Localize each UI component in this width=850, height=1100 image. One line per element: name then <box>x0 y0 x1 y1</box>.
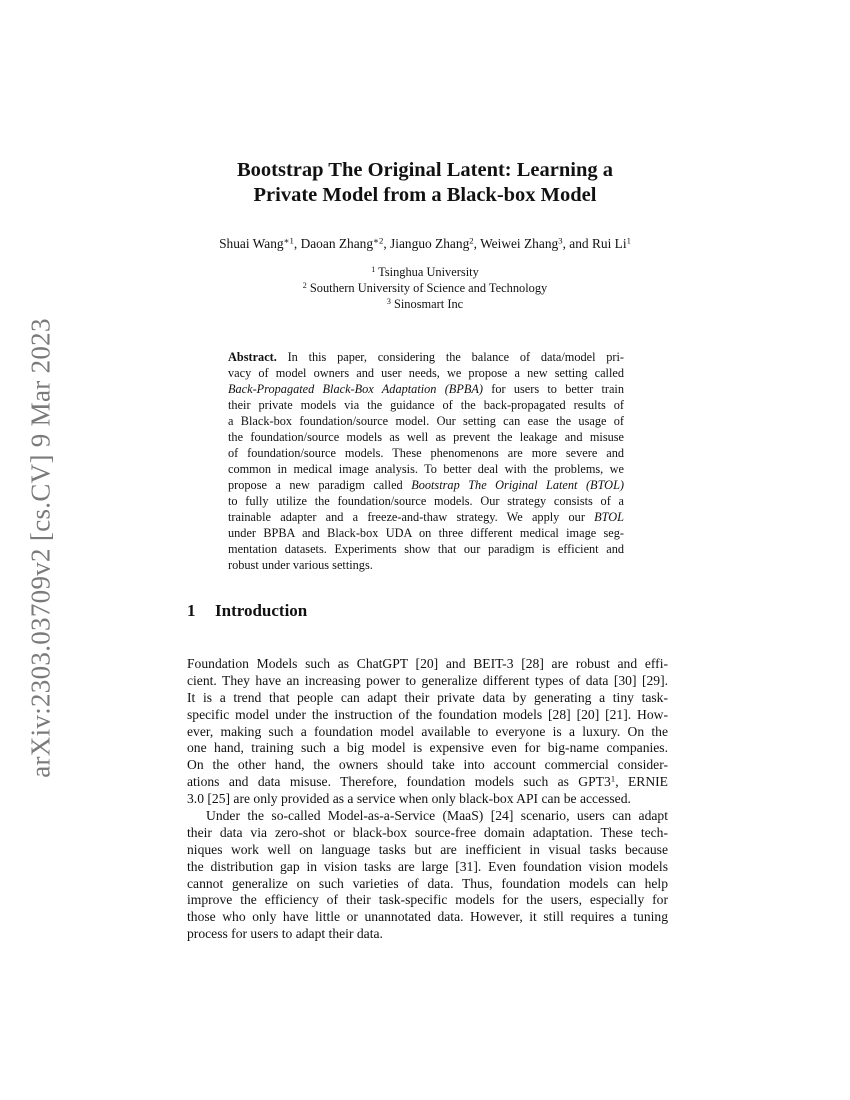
text-line <box>187 757 668 774</box>
paper-title <box>0 158 850 208</box>
affiliation <box>0 280 850 296</box>
superscript: 1 <box>610 773 616 784</box>
superscript: 3 <box>386 296 391 306</box>
text-run: specific model under the instruction of the foundation models [28] [20] [21]. How- <box>187 706 668 722</box>
text-run: the distribution gap in vision tasks are large [31]. Even foundation vision models <box>187 858 668 874</box>
text-run: trainable adapter and a freeze-and-thaw strategy. We apply our <box>228 510 595 524</box>
text-line <box>228 365 624 381</box>
text-line <box>228 509 624 525</box>
text-run: mentation datasets. Experiments show that our paradigm is efficient and <box>228 542 624 556</box>
text-run: Back-Propagated Black-Box Adaptation (BPBA) <box>228 382 483 396</box>
text-run: Foundation Models such as ChatGPT [20] and BEIT-3 [28] are robust and effi- <box>187 656 668 671</box>
text-run: to fully utilize the foundation/source models. Our strategy consists of a <box>228 494 624 508</box>
text-run: Southern University of Science and Technology <box>306 281 548 295</box>
text-line <box>228 493 624 509</box>
text-run: improve the efficiency of their task-specific models for the users, especially for <box>187 892 668 908</box>
text-run: one hand, training such a big model is expensive even for big-name companies. <box>187 740 668 756</box>
text-run: Bootstrap The Original Latent (BTOL) <box>411 478 625 492</box>
text-run: their private models via the guidance of the back-propagated results of <box>228 398 624 412</box>
text-run: common in medical image analysis. To better deal with the problems, we <box>228 462 624 476</box>
introduction-body <box>187 656 668 943</box>
text-line <box>228 525 624 541</box>
title-line: Bootstrap The Original Latent: Learning a <box>236 159 614 181</box>
text-run: of foundation/source models. These phenomenons are more severe and <box>228 446 624 460</box>
abstract <box>228 349 624 573</box>
text-line <box>187 791 668 808</box>
text-line <box>228 397 624 413</box>
text-run: those who only have little or unannotated data. However, it still requires a tuning <box>187 909 668 925</box>
text-line <box>228 557 624 573</box>
text-line <box>228 461 624 477</box>
text-line <box>187 909 668 926</box>
text-line <box>228 429 624 445</box>
paragraph <box>187 808 668 943</box>
arxiv-identifier-stamp: arXiv:2303.03709v2 [cs.CV] 9 Mar 2023 <box>25 318 56 778</box>
text-line <box>228 445 624 461</box>
text-run: 3.0 [25] are only provided as a service when only black-box API can be accessed. <box>187 791 631 807</box>
section-title: Introduction <box>215 601 308 620</box>
superscript: 1 <box>371 264 376 274</box>
superscript: ∗2 <box>373 235 384 246</box>
text-line <box>228 413 624 429</box>
text-line <box>228 541 624 557</box>
text-line <box>187 876 668 893</box>
text-line <box>228 477 624 493</box>
text-line <box>187 774 668 791</box>
text-line <box>187 724 668 741</box>
text-line <box>187 707 668 724</box>
text-line <box>187 673 668 690</box>
text-line <box>187 825 668 842</box>
superscript: 2 <box>469 235 474 246</box>
text-line <box>187 892 668 909</box>
text-run: Under the so-called Model-as-a-Service (MaaS) [24] scenario, users can adapt <box>206 808 668 824</box>
text-line <box>187 740 668 757</box>
text-run: , and Rui Li <box>562 236 627 251</box>
text-run: Abstract. <box>228 350 277 364</box>
text-line <box>187 842 668 859</box>
authors-line <box>0 236 850 252</box>
text-run: ations and data misuse. Therefore, foundation models such as GPT3 <box>187 774 611 790</box>
text-run: a Black-box foundation/source model. Our setting can ease the usage of <box>228 414 624 428</box>
text-run: On the other hand, the owners should take into account commercial consider- <box>187 757 668 773</box>
text-line <box>187 690 668 707</box>
text-run: BTOL <box>594 510 624 524</box>
text-run: propose a new paradigm called <box>228 478 412 492</box>
text-run: Tsinghua University <box>375 265 479 279</box>
affiliation <box>0 264 850 280</box>
text-run: vacy of model owners and user needs, we propose a new setting called <box>228 366 624 380</box>
text-run: robust under various settings. <box>228 558 373 572</box>
title-line: Private Model from a Black-box Model <box>253 184 597 206</box>
paragraph <box>187 656 668 808</box>
section-number: 1 <box>187 601 196 620</box>
text-run: cient. They have an increasing power to generalize different types of data [30] [29]. <box>187 672 668 688</box>
text-run: process for users to adapt their data. <box>187 926 383 942</box>
superscript: 1 <box>626 235 631 246</box>
text-line <box>187 859 668 876</box>
superscript: ∗1 <box>283 235 294 246</box>
text-run: for users to better train <box>482 382 624 396</box>
superscript: 3 <box>558 235 563 246</box>
superscript: 2 <box>302 280 307 290</box>
text-run: , Jianguo Zhang <box>383 236 470 251</box>
text-run: Shuai Wang <box>219 236 284 251</box>
text-run: It is a trend that people can adapt their private data by generating a tiny task- <box>187 689 668 705</box>
affiliation <box>0 296 850 312</box>
text-run: the foundation/source models as well as prevent the leakage and misuse <box>228 430 624 444</box>
section-heading-introduction <box>187 601 307 621</box>
text-run: , Daoan Zhang <box>293 236 374 251</box>
text-line <box>187 808 668 825</box>
author-list <box>0 236 850 252</box>
text-line <box>187 926 668 943</box>
text-run: cannot generalize on such varieties of data. Thus, foundation models can help <box>187 875 668 891</box>
text-line <box>228 349 624 365</box>
text-run: ever, making such a foundation model available to everyone is a luxury. On the <box>187 723 668 739</box>
text-run: under BPBA and Black-box UDA on three different medical image seg- <box>228 526 624 540</box>
text-run: niques work well on language tasks but are inefficient in visual tasks because <box>187 841 668 857</box>
text-run: , Weiwei Zhang <box>473 236 559 251</box>
text-line <box>187 656 668 673</box>
text-line <box>228 381 624 397</box>
text-run: their data via zero-shot or black-box source-free domain adaptation. These tech- <box>187 824 668 840</box>
text-run: In this paper, considering the balance of data/model pri- <box>276 350 624 364</box>
affiliations <box>0 264 850 312</box>
text-run: , ERNIE <box>615 774 668 790</box>
text-run: Sinosmart Inc <box>390 297 464 311</box>
